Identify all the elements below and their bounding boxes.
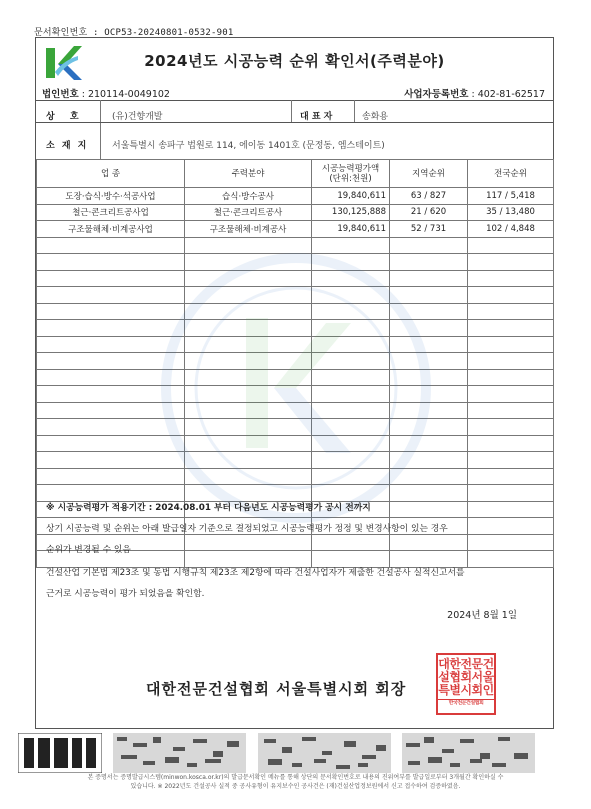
empty-cell <box>37 303 185 320</box>
empty-cell <box>468 353 554 370</box>
table-row-empty <box>37 353 554 370</box>
company-label: 상 호 <box>46 112 85 122</box>
empty-cell <box>468 402 554 419</box>
empty-cell <box>390 287 468 304</box>
barcode-icon <box>18 733 102 773</box>
divider <box>354 100 355 122</box>
empty-cell <box>37 237 185 254</box>
cell-industry: 철근·콘크리트공사업 <box>37 204 185 221</box>
table-row <box>37 188 554 205</box>
empty-cell <box>37 287 185 304</box>
certificate-frame <box>35 37 554 729</box>
empty-cell <box>312 303 390 320</box>
table-row-empty <box>37 270 554 287</box>
empty-cell <box>468 369 554 386</box>
address-label: 소 재 지 <box>46 141 89 151</box>
empty-cell <box>468 320 554 337</box>
empty-cell <box>468 468 554 485</box>
empty-cell <box>390 369 468 386</box>
empty-cell <box>468 534 554 551</box>
empty-cell <box>312 419 390 436</box>
header-industry: 업 종 <box>37 160 185 188</box>
empty-cell <box>312 353 390 370</box>
empty-cell <box>185 320 312 337</box>
corp-number: 법인번호 : 210114-0049102 <box>42 89 170 100</box>
empty-cell <box>312 336 390 353</box>
table-row-empty <box>37 419 554 436</box>
empty-cell <box>37 320 185 337</box>
empty-cell <box>468 551 554 568</box>
empty-cell <box>185 270 312 287</box>
footer-line: 본 증명서는 증명발급시스템(minwon.kosca.or.kr)의 발급문서확인 메뉴를 통해 상단의 문서확인번호로 내용의 진위여부를 발급일로부터 3개월간 확인하실 수 <box>87 774 504 781</box>
empty-cell <box>468 287 554 304</box>
table-row-empty <box>37 303 554 320</box>
empty-cell <box>185 402 312 419</box>
table-row-empty <box>37 435 554 452</box>
empty-cell <box>468 270 554 287</box>
table-row <box>37 221 554 238</box>
empty-cell <box>468 336 554 353</box>
empty-cell <box>468 386 554 403</box>
cell-regional-rank: 21 / 620 <box>390 204 468 221</box>
empty-cell <box>37 468 185 485</box>
empty-cell <box>390 452 468 469</box>
table-row-empty <box>37 402 554 419</box>
empty-cell <box>312 386 390 403</box>
empty-cell <box>468 237 554 254</box>
empty-cell <box>390 435 468 452</box>
empty-cell <box>37 402 185 419</box>
table-row <box>37 204 554 221</box>
empty-cell <box>468 303 554 320</box>
divider <box>36 100 553 101</box>
footer-notice <box>6 773 585 791</box>
empty-cell <box>468 435 554 452</box>
empty-cell <box>312 270 390 287</box>
footer-line: 있습니다. ※ 2022년도 건설공사 실적 중 공사유형이 유지보수인 공사건은 (재)건설산업정보원에서 신고 접수하여 검증하였음. <box>130 783 461 790</box>
empty-cell <box>312 237 390 254</box>
cell-amount: 130,125,888 <box>312 204 390 221</box>
divider <box>100 100 101 160</box>
empty-cell <box>312 287 390 304</box>
empty-cell <box>312 435 390 452</box>
table-header-row <box>37 160 554 188</box>
empty-cell <box>390 320 468 337</box>
table-row-empty <box>37 386 554 403</box>
company-value: (유)건향개발 <box>112 112 163 122</box>
notes-block <box>46 498 464 605</box>
biz-number: 사업자등록번호 : 402-81-62517 <box>404 89 545 100</box>
table-row-empty <box>37 336 554 353</box>
issuer-name: 대한전문건설협회 서울특별시회 회장 <box>146 680 407 698</box>
note-line: 근거로 시공능력이 평가 되었음을 확인함. <box>46 589 205 599</box>
header-main-field: 주력분야 <box>185 160 312 188</box>
cell-regional-rank: 63 / 827 <box>390 188 468 205</box>
empty-cell <box>37 452 185 469</box>
table-row-empty <box>37 452 554 469</box>
2d-barcode-icon <box>258 733 391 773</box>
empty-cell <box>37 270 185 287</box>
cell-main-field: 철근·콘크리트공사 <box>185 204 312 221</box>
empty-cell <box>468 452 554 469</box>
note-line: 상기 시공능력 및 순위는 아래 발급일자 기준으로 결정되었고 시공능력평가 정정 및 변경사항이 있는 경우 <box>46 524 448 534</box>
cell-amount: 19,840,611 <box>312 221 390 238</box>
empty-cell <box>185 468 312 485</box>
note-line: 순위가 변경될 수 있음 <box>46 545 131 555</box>
note-period: ※ 시공능력평가 적용기간 : 2024.08.01 부터 다음년도 시공능력평가 공시 전까지 <box>46 503 371 513</box>
empty-cell <box>390 402 468 419</box>
note-line: 건설산업 기본법 제23조 및 동법 시행규칙 제23조 제2항에 따라 건설사업자가 제출한 건설공사 실적신고서를 <box>46 568 465 578</box>
table-row-empty <box>37 254 554 271</box>
cell-national-rank: 102 / 4,848 <box>468 221 554 238</box>
cell-main-field: 구조물해체·비계공사 <box>185 221 312 238</box>
empty-cell <box>37 254 185 271</box>
empty-cell <box>468 485 554 502</box>
rep-value: 송화용 <box>362 112 389 122</box>
cell-regional-rank: 52 / 731 <box>390 221 468 238</box>
empty-cell <box>37 369 185 386</box>
empty-cell <box>390 254 468 271</box>
empty-cell <box>185 237 312 254</box>
header-national-rank: 전국순위 <box>468 160 554 188</box>
empty-cell <box>185 369 312 386</box>
empty-cell <box>37 353 185 370</box>
cell-amount: 19,840,611 <box>312 188 390 205</box>
empty-cell <box>185 386 312 403</box>
cell-industry: 도장·습식·방수·석공사업 <box>37 188 185 205</box>
document-number: 문서확인번호 : OCP53-20240801-0532-901 <box>34 28 234 38</box>
empty-cell <box>185 452 312 469</box>
empty-cell <box>390 303 468 320</box>
empty-cell <box>185 254 312 271</box>
cell-national-rank: 35 / 13,480 <box>468 204 554 221</box>
empty-cell <box>390 237 468 254</box>
header-evaluation-amount: 시공능력평가액 (단위:천원) <box>312 160 390 188</box>
empty-cell <box>185 353 312 370</box>
divider <box>291 100 292 122</box>
empty-cell <box>312 320 390 337</box>
empty-cell <box>185 303 312 320</box>
empty-cell <box>185 419 312 436</box>
empty-cell <box>185 287 312 304</box>
table-row-empty <box>37 237 554 254</box>
empty-cell <box>312 452 390 469</box>
empty-cell <box>312 468 390 485</box>
empty-cell <box>390 336 468 353</box>
empty-cell <box>185 336 312 353</box>
table-row-empty <box>37 320 554 337</box>
issue-date: 2024년 8월 1일 <box>447 610 517 621</box>
empty-cell <box>390 270 468 287</box>
empty-cell <box>468 501 554 518</box>
cell-industry: 구조물해체·비계공사업 <box>37 221 185 238</box>
empty-cell <box>185 435 312 452</box>
header-regional-rank: 지역순위 <box>390 160 468 188</box>
empty-cell <box>468 254 554 271</box>
empty-cell <box>468 419 554 436</box>
empty-cell <box>37 435 185 452</box>
page-title: 2024년도 시공능력 순위 확인서(주력분야) <box>144 52 445 70</box>
cell-main-field: 습식·방수공사 <box>185 188 312 205</box>
2d-barcode-icon <box>113 733 246 773</box>
empty-cell <box>390 419 468 436</box>
table-row-empty <box>37 287 554 304</box>
cell-national-rank: 117 / 5,418 <box>468 188 554 205</box>
table-row-empty <box>37 369 554 386</box>
divider <box>36 122 553 123</box>
table-row-empty <box>37 468 554 485</box>
empty-cell <box>37 336 185 353</box>
empty-cell <box>468 518 554 535</box>
empty-cell <box>390 386 468 403</box>
address-value: 서울특별시 송파구 법원로 114, 에이동 1401호 (문정동, 엠스테이트) <box>112 141 385 151</box>
rep-label: 대 표 자 <box>300 112 333 122</box>
empty-cell <box>390 353 468 370</box>
empty-cell <box>312 254 390 271</box>
empty-cell <box>37 386 185 403</box>
empty-cell <box>312 369 390 386</box>
empty-cell <box>37 419 185 436</box>
official-seal-stamp: 대한전문건 설협회서울 특별시회인 한국전문건설협회 <box>436 653 496 715</box>
2d-barcode-icon <box>402 733 535 773</box>
empty-cell <box>390 468 468 485</box>
empty-cell <box>312 402 390 419</box>
